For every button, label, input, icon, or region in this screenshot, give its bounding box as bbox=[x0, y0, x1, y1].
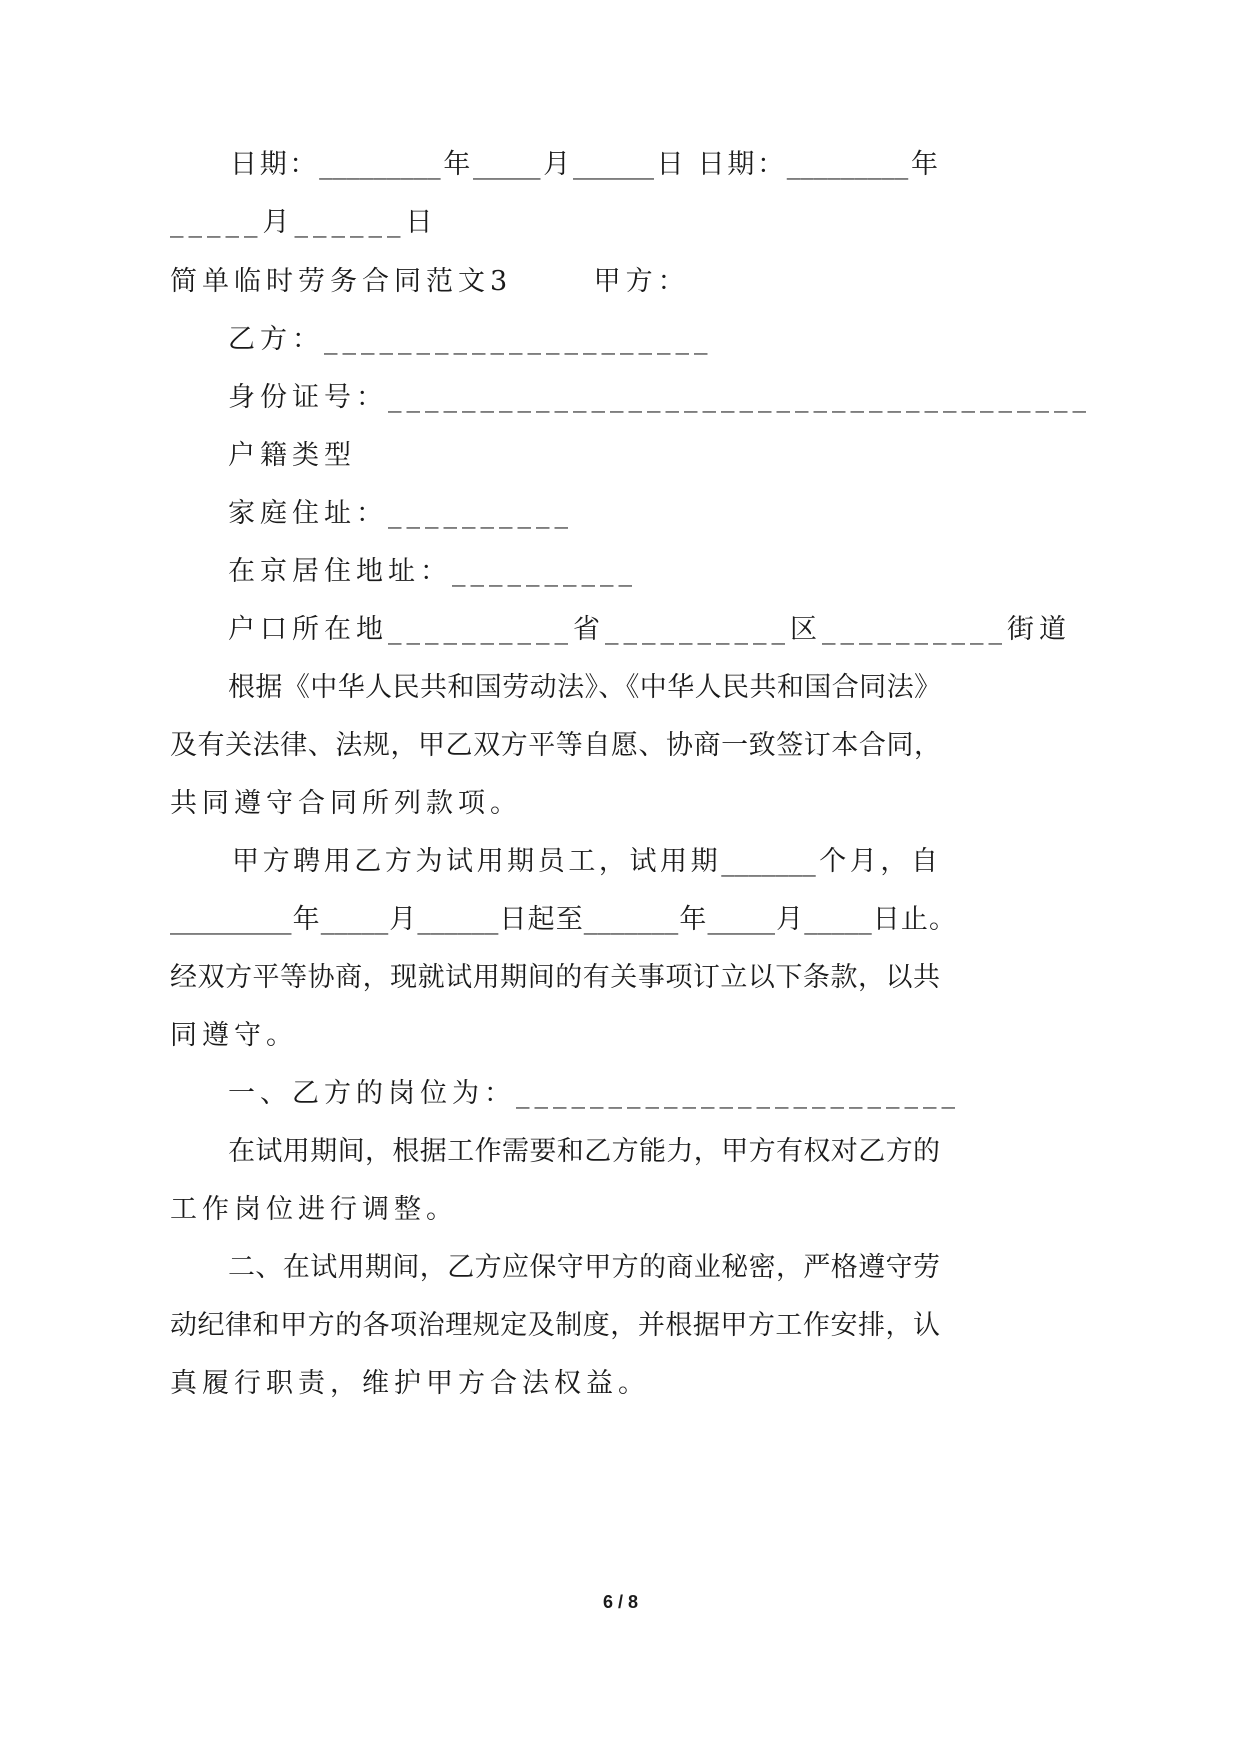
paragraph-line: 经双方平等协商，现就试用期间的有关事项订立以下条款，以共 bbox=[170, 962, 940, 993]
paragraph-line: 甲方聘用乙方为试用期员工，试用期_______个月，自 bbox=[232, 846, 938, 877]
paragraph-line: 二、在试用期间，乙方应保守甲方的商业秘密，严格遵守劳 bbox=[228, 1252, 940, 1283]
paragraph-line: 工作岗位进行调整。 bbox=[170, 1194, 458, 1225]
beijing-address-field: 在京居住地址：__________ bbox=[228, 556, 637, 587]
party-b-field: 乙方：_____________________ bbox=[228, 324, 713, 355]
paragraph-line: 真履行职责，维护甲方合法权益。 bbox=[170, 1368, 650, 1399]
paragraph-line: 在试用期间，根据工作需要和乙方能力，甲方有权对乙方的 bbox=[228, 1136, 940, 1167]
paragraph-line: 共同遵守合同所列款项。 bbox=[170, 788, 522, 819]
date-line: 日期：_________年_____月______日 日期：_________年 bbox=[230, 149, 938, 180]
household-type-field: 户籍类型 bbox=[228, 440, 356, 471]
position-field: 一、乙方的岗位为：________________________ bbox=[228, 1078, 960, 1109]
id-number-field: 身份证号：______________________________________ bbox=[228, 382, 1091, 413]
paragraph-line: 及有关法律、法规，甲乙双方平等自愿、协商一致签订本合同， bbox=[170, 730, 941, 761]
section-heading: 简单临时劳务合同范文3 甲方： bbox=[170, 266, 690, 297]
hukou-location-field: 户口所在地__________省__________区__________街道 bbox=[228, 614, 1071, 645]
paragraph-line: _________年_____月______日起至_______年_____月_____日止。 bbox=[170, 904, 956, 935]
paragraph-line: 同遵守。 bbox=[170, 1020, 298, 1051]
paragraph-line: 动纪律和甲方的各项治理规定及制度，并根据甲方工作安排，认 bbox=[170, 1310, 940, 1341]
page-number: 6 / 8 bbox=[602, 1592, 639, 1612]
paragraph-line: 根据《中华人民共和国劳动法》、《中华人民共和国合同法》 bbox=[228, 672, 941, 703]
home-address-field: 家庭住址：__________ bbox=[228, 498, 573, 529]
date-line-continued: _____月______日 bbox=[170, 207, 438, 238]
